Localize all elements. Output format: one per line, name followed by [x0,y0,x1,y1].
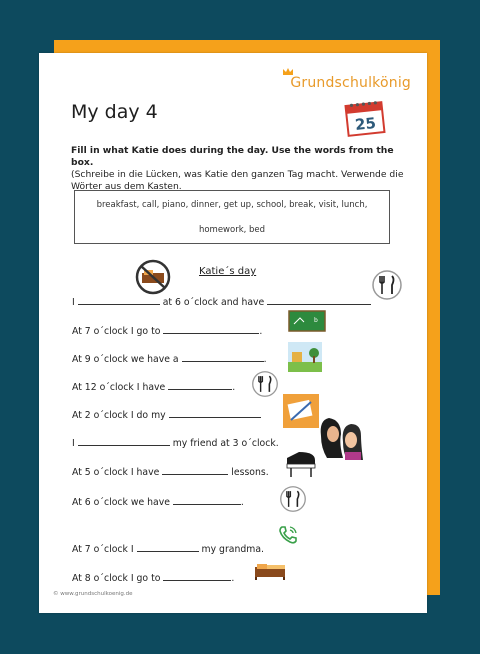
sentence-10: At 8 o´clock I go to . [72,573,235,584]
word-box-line-2: homework, bed [198,225,266,235]
word-box [74,190,390,244]
sentence-5: At 2 o´clock I do my [72,408,261,421]
sentence-7: At 5 o´clock I have lessons. [72,467,269,478]
plate-cutlery-icon [251,370,279,398]
homework-icon [281,392,321,430]
sentence-3: At 9 o´clock we have a . [72,354,267,365]
sentence-4: At 12 o´clock I have . [72,382,236,393]
chalkboard-icon [288,310,326,332]
brand-name: Grundschulkönig [290,75,411,91]
blank-input[interactable] [182,352,264,362]
instructions [71,145,417,193]
worksheet-page [39,53,427,613]
instructions-german: (Schreibe in die Lücken, was Katie den ganzen Tag macht. Verwende die Wörter aus dem Kasten. [71,169,404,192]
instructions-english: Fill in what Katie does during the day. Use the words from the box. [71,145,394,168]
playground-icon [288,342,322,372]
sentence-2: At 7 o´clock I go to . [72,326,263,337]
blank-input[interactable] [162,465,228,475]
plate-cutlery-icon [279,485,307,513]
blank-input[interactable] [267,295,371,305]
blank-input[interactable] [163,324,259,334]
blank-input[interactable] [169,408,261,418]
sentence-1: I at 6 o´clock and have [72,295,371,308]
plate-cutlery-icon [371,269,403,301]
blank-input[interactable] [173,495,241,505]
calendar-day: 25 [354,113,377,135]
brand-logo [290,75,411,91]
friends-icon [317,414,365,460]
blank-input[interactable] [163,571,231,581]
blank-input[interactable] [168,380,232,390]
sentence-8: At 6 o´clock we have . [72,497,244,508]
footer-copyright: © www.grundschulkoenig.de [53,591,133,597]
crown-icon [282,67,294,76]
page-title: My day 4 [71,101,158,123]
phone-call-icon [276,523,300,547]
sentence-9: At 7 o´clock I my grandma. [72,544,264,555]
word-box-line-1: breakfast, call, piano, dinner, get up, school, break, visit, lunch, [96,200,368,210]
calendar-icon [343,98,387,138]
section-subtitle: Katie´s day [199,266,257,277]
blank-input[interactable] [78,436,170,446]
piano-icon [285,450,317,478]
blank-input[interactable] [78,295,160,305]
bed-icon [252,560,288,580]
svg-text:b: b [314,317,318,324]
sentence-6: I my friend at 3 o´clock. [72,438,279,449]
blank-input[interactable] [137,542,199,552]
no-bed-icon [133,259,173,295]
